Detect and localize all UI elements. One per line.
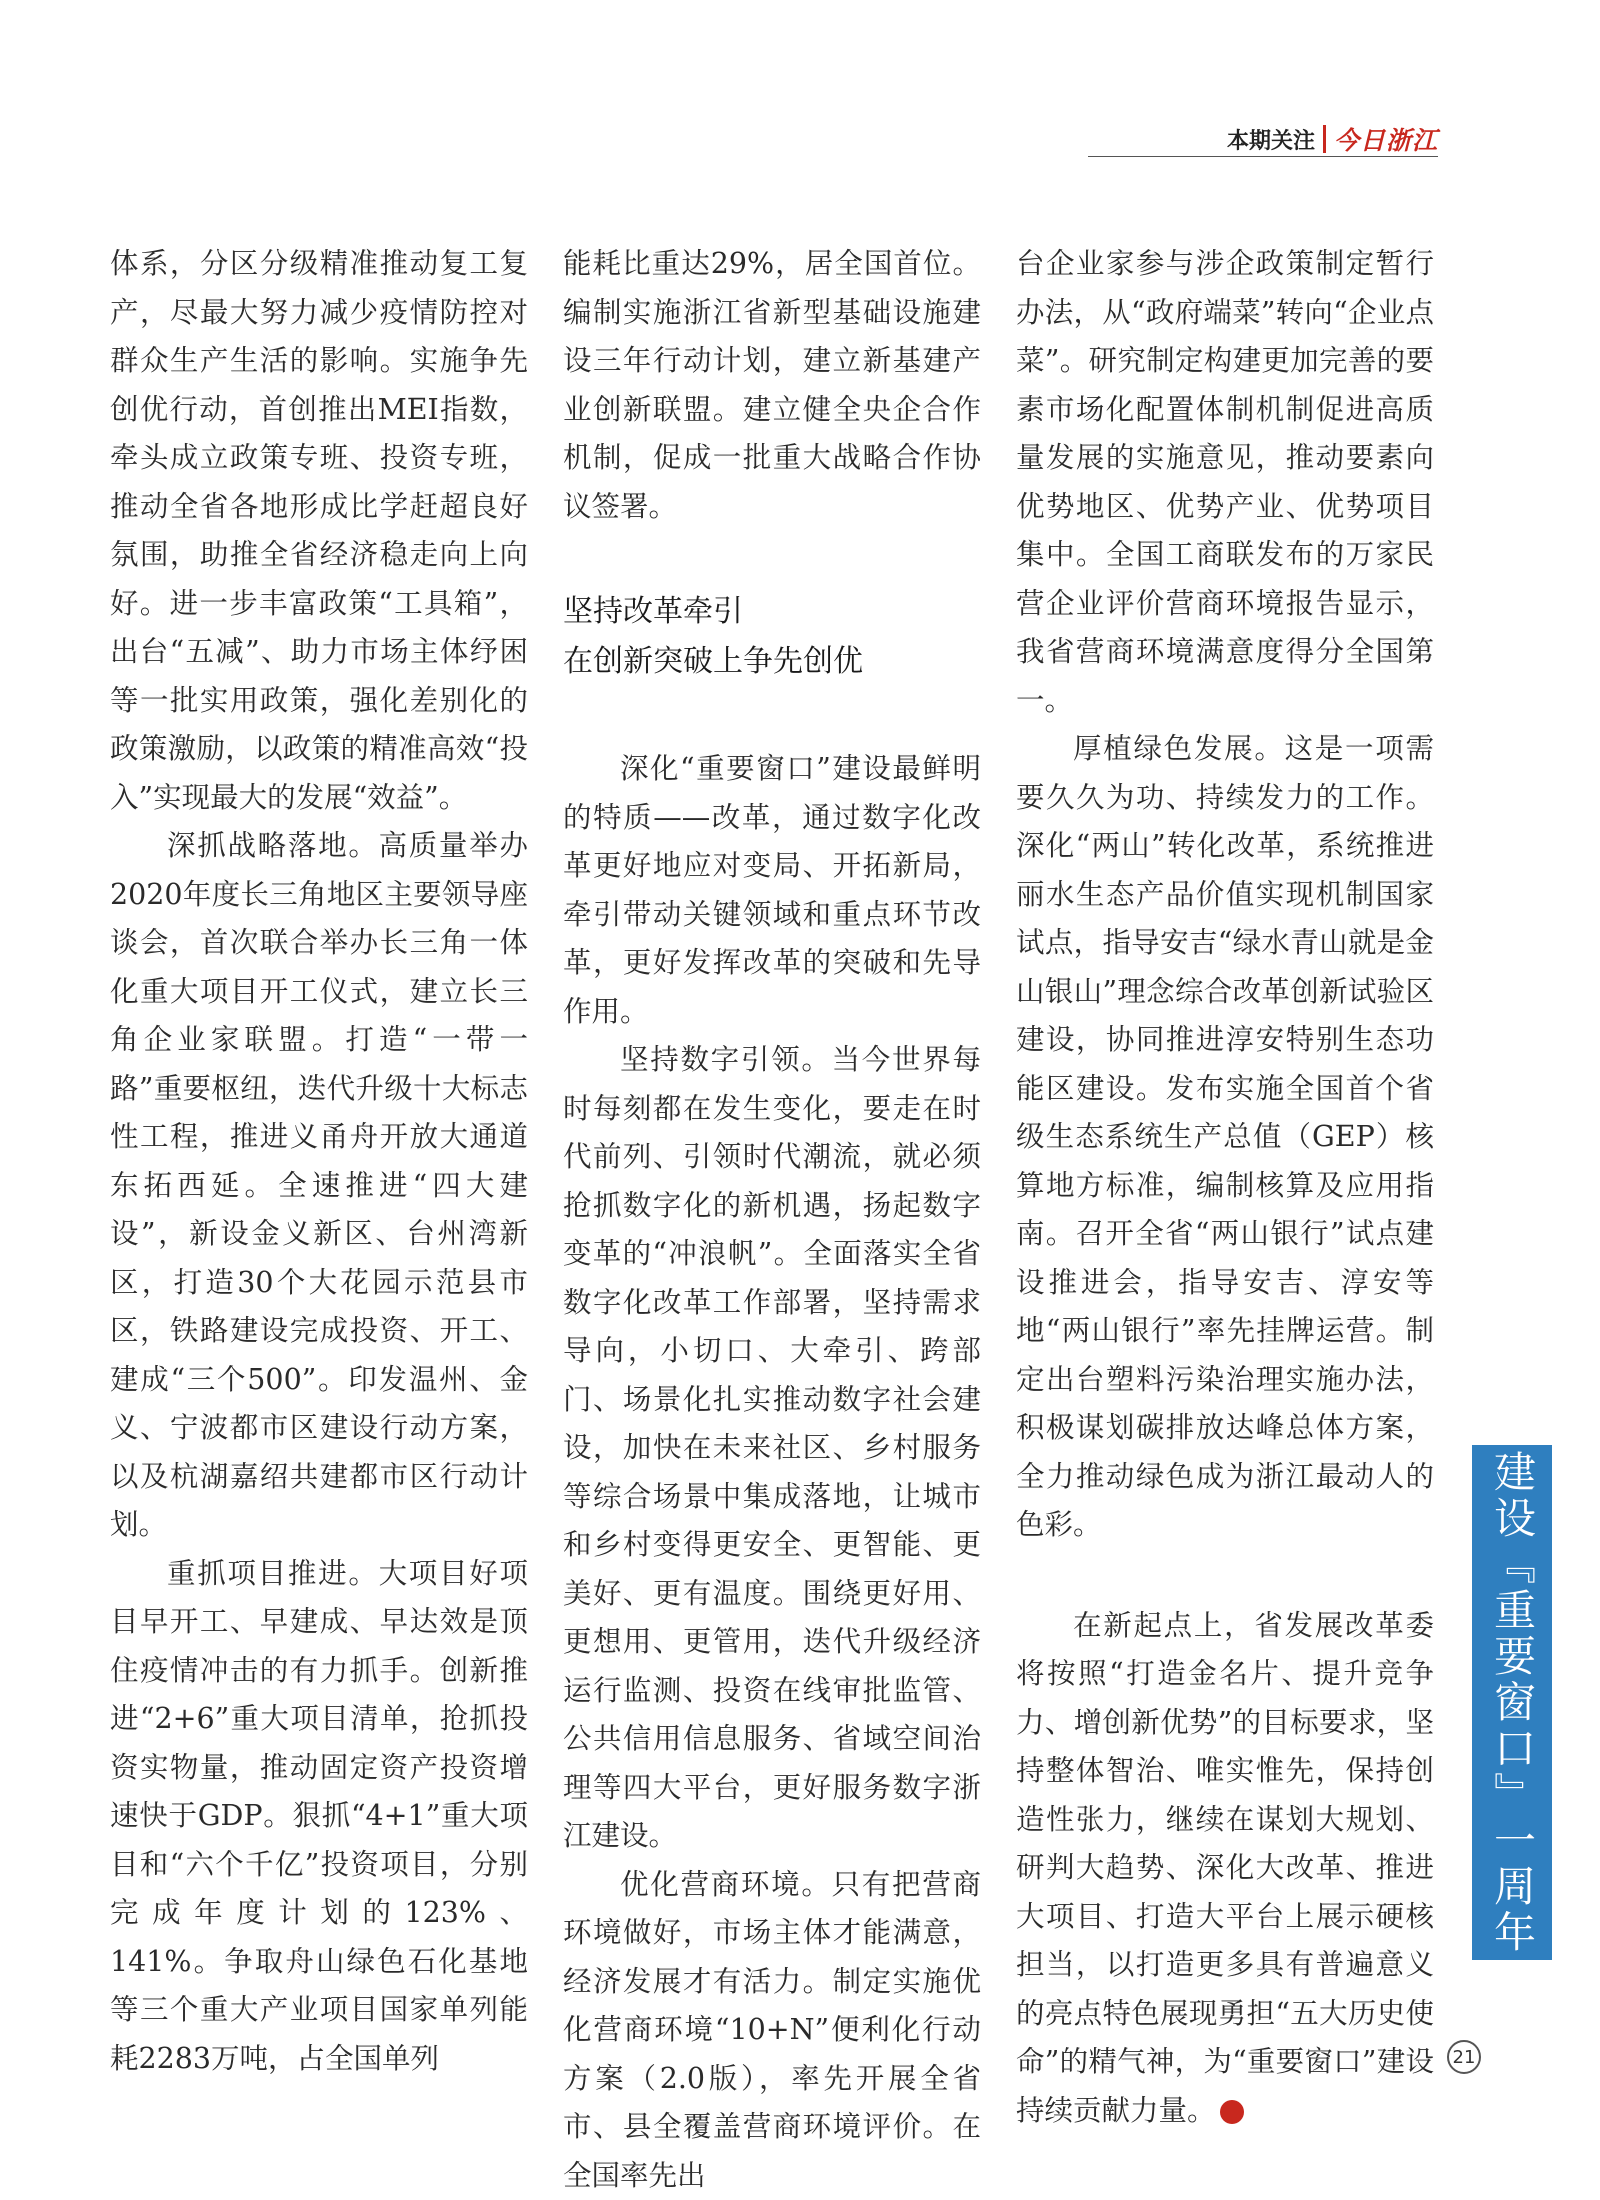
paragraph: 深抓战略落地。高质量举办2020年度长三角地区主要领导座谈会，首次联合举办长三角一体化重大项目开工仪式，建立长三角企业家联盟。打造“一带一路”重要枢纽，迭代升级十大标志性工程，推进义甬舟开放大通道东拓西延。全速推进“四大建设”，新设金义新区、台州湾新区，打造30个大花园示范县市区，铁路建设完成投资、开工、建成“三个500”。印发温州、金义、宁波都市区建设行动方案，以及杭湖嘉绍共建都市区行动计划。 xyxy=(110,822,528,1550)
paragraph xyxy=(1016,1602,1434,2136)
paragraph: 能耗比重达29%，居全国首位。编制实施浙江省新型基础设施建设三年行动计划，建立新基建产业创新联盟。建立健全央企合作机制，促成一批重大战略合作协议签署。 xyxy=(563,240,981,531)
section-label: 本期关注 xyxy=(1227,124,1323,155)
column-3 xyxy=(1016,240,1434,2135)
anniversary-sidebar xyxy=(1472,1445,1552,1960)
magazine-logo: 今日浙江 xyxy=(1334,121,1438,157)
paragraph: 深化“重要窗口”建设最鲜明的特质——改革，通过数字化改革更好地应对变局、开拓新局，牵引带动关键领域和重点环节改革，更好发挥改革的突破和先导作用。 xyxy=(563,745,981,1036)
column-1 xyxy=(110,240,528,2083)
paragraph: 坚持数字引领。当今世界每时每刻都在发生变化，要走在时代前列、引领时代潮流，就必须抢抓数字化的新机遇，扬起数字变革的“冲浪帆”。全面落实全省数字化改革工作部署，坚持需求导向，小切口、大牵引、跨部门、场景化扎实推动数字社会建设，加快在未来社区、乡村服务等综合场景中集成落地，让城市和乡村变得更安全、更智能、更美好、更有温度。围绕更好用、更想用、更管用，迭代升级经济运行监测、投资在线审批监管、公共信用信息服务、省域空间治理等四大平台，更好服务数字浙江建设。 xyxy=(563,1036,981,1861)
sidebar-text: 建设『重要窗口』一周年 xyxy=(1482,1450,1542,1956)
subheading-line: 坚持改革牵引 xyxy=(563,587,981,637)
closing-text: 在新起点上，省发展改革委将按照“打造金名片、提升竞争力、增创新优势”的目标要求，坚持整体智治、唯实惟先，保持创造性张力，继续在谋划大规划、研判大趋势、深化大改革、推进大项目、打造大平台上展示硬核担当，以打造更多具有普遍意义的亮点特色展现勇担“五大历史使命”的精气神，为“重要窗口”建设持续贡献力量。 xyxy=(1016,1609,1434,2127)
section-subheading xyxy=(563,587,981,687)
page-number: 21 xyxy=(1447,2040,1481,2074)
subheading-line: 在创新突破上争先创优 xyxy=(563,637,981,687)
paragraph: 体系，分区分级精准推动复工复产，尽最大努力减少疫情防控对群众生产生活的影响。实施争先创优行动，首创推出MEI指数，牵头成立政策专班、投资专班，推动全省各地形成比学赶超良好氛围，助推全省经济稳走向上向好。进一步丰富政策“工具箱”，出台“五减”、助力市场主体纾困等一批实用政策，强化差别化的政策激励，以政策的精准高效“投入”实现最大的发展“效益”。 xyxy=(110,240,528,822)
paragraph: 重抓项目推进。大项目好项目早开工、早建成、早达效是顶住疫情冲击的有力抓手。创新推进“2+6”重大项目清单，抢抓投资实物量，推动固定资产投资增速快于GDP。狠抓“4+1”重大项目和“六个千亿”投资项目，分别完成年度计划的123%、141%。争取舟山绿色石化基地等三个重大产业项目国家单列能耗2283万吨，占全国单列 xyxy=(110,1550,528,2084)
paragraph: 台企业家参与涉企政策制定暂行办法，从“政府端菜”转向“企业点菜”。研究制定构建更加完善的要素市场化配置体制机制促进高质量发展的实施意见，推动要素向优势地区、优势产业、优势项目集中。全国工商联发布的万家民营企业评价营商环境报告显示，我省营商环境满意度得分全国第一。 xyxy=(1016,240,1434,725)
paragraph-gap xyxy=(1016,1550,1434,1602)
header-divider xyxy=(1323,125,1326,153)
page-header xyxy=(1088,122,1438,157)
paragraph: 厚植绿色发展。这是一项需要久久为功、持续发力的工作。深化“两山”转化改革，系统推进丽水生态产品价值实现机制国家试点，指导安吉“绿水青山就是金山银山”理念综合改革创新试验区建设，协同推进淳安特别生态功能区建设。发布实施全国首个省级生态系统生产总值（GEP）核算地方标准，编制核算及应用指南。召开全省“两山银行”试点建设推进会，指导安吉、淳安等地“两山银行”率先挂牌运营。制定出台塑料污染治理实施办法，积极谋划碳排放达峰总体方案，全力推动绿色成为浙江最动人的色彩。 xyxy=(1016,725,1434,1550)
paragraph: 优化营商环境。只有把营商环境做好，市场主体才能满意，经济发展才有活力。制定实施优化营商环境“10+N”便利化行动方案（2.0版），率先开展全省市、县全覆盖营商环境评价。在全国率先出 xyxy=(563,1861,981,2200)
column-2 xyxy=(563,240,981,2200)
end-mark-icon xyxy=(1220,2100,1244,2124)
